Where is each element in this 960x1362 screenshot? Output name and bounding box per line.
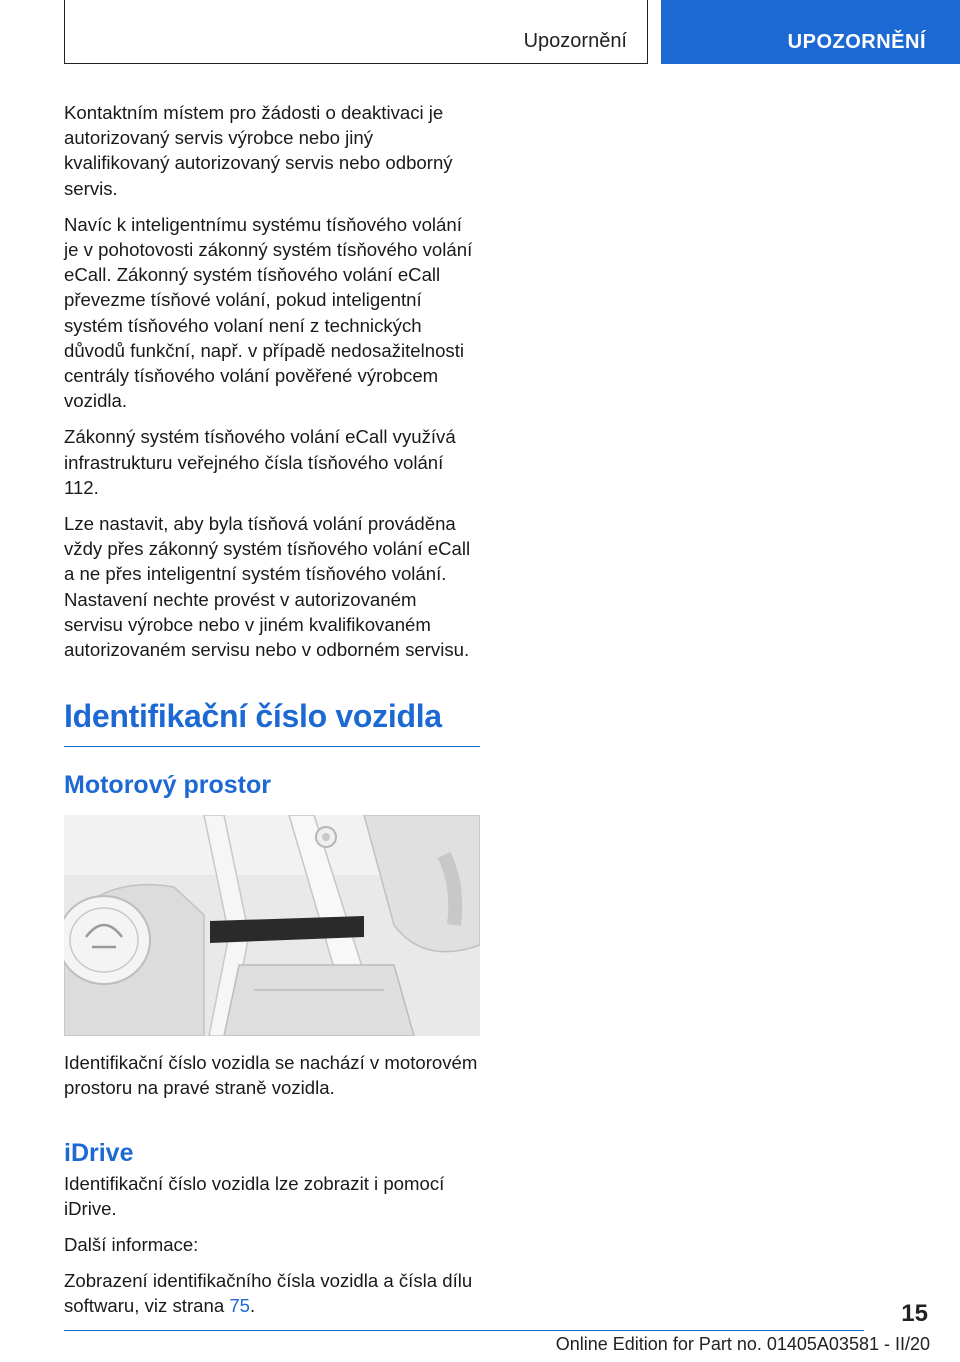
paragraph-ecall-setting: Lze nastavit, aby byla tísňová volání prováděna vždy přes zákonný systém tísňového volání eCall a ne přes inteligentní systém tísňového volání. Nastavení nechte provést v autorizovaném servisu výrobce nebo v jiném kvalifikovaném autorizovaném servisu nebo v odborném servisu. [64,513,471,661]
header-chapter-title: UPOZORNĚNÍ [787,31,926,53]
section-heading-vin: Identifikační číslo vozidla [64,696,480,747]
footer-edition: Online Edition for Part no. 01405A03581 - II/20 [555,1334,930,1354]
caption-engine-bay: Identifikační číslo vozidla se nachází v motorovém prostoru na pravé straně vozidla. [64,1052,478,1099]
page-link-75[interactable]: 75 [229,1295,251,1317]
paragraph-deactivation-contact: Kontaktním místem pro žádosti o deaktivaci je autorizovaný servis výrobce nebo jiný kvalifikovaný autorizovaný servis nebo odborný servis. [64,102,453,199]
page-number: 15 [901,1300,928,1327]
reference-text: Zobrazení identifikačního čísla vozidla a čísla dílu softwaru, viz strana [64,1270,473,1317]
paragraph-ecall-112: Zákonný systém tísňového volání eCall využívá infrastrukturu veřejného čísla tísňového volání 112. [64,426,456,498]
header-section-title: Upozornění [523,30,627,52]
subheading-engine-bay: Motorový prostor [64,771,271,800]
reference-period: . [250,1295,256,1317]
subheading-idrive: iDrive [64,1138,134,1167]
paragraph-ecall-standby: Navíc k inteligentnímu systému tísňového volání je v pohotovosti zákonný systém tísňového volání eCall. Zákonný systém tísňového volání eCall převezme tísňové volání, pokud inteligentní systém tísňového volaní není z technických důvodů funkční, např. v případě nedosažitelnosti centrály tísňového volání pověřené výrobcem vozidla. [64,213,473,412]
engine-bay-vin-image [64,815,480,1036]
paragraph-idrive-display: Identifikační číslo vozidla lze zobrazit i pomocí iDrive. [64,1172,445,1219]
main-content [64,100,480,1330]
paragraph-idrive-reference [64,1268,480,1318]
paragraph-more-info: Další informace: [64,1234,199,1256]
header-section-box [64,0,648,64]
header-chapter-tab [661,0,960,64]
footer-divider [64,1330,864,1331]
